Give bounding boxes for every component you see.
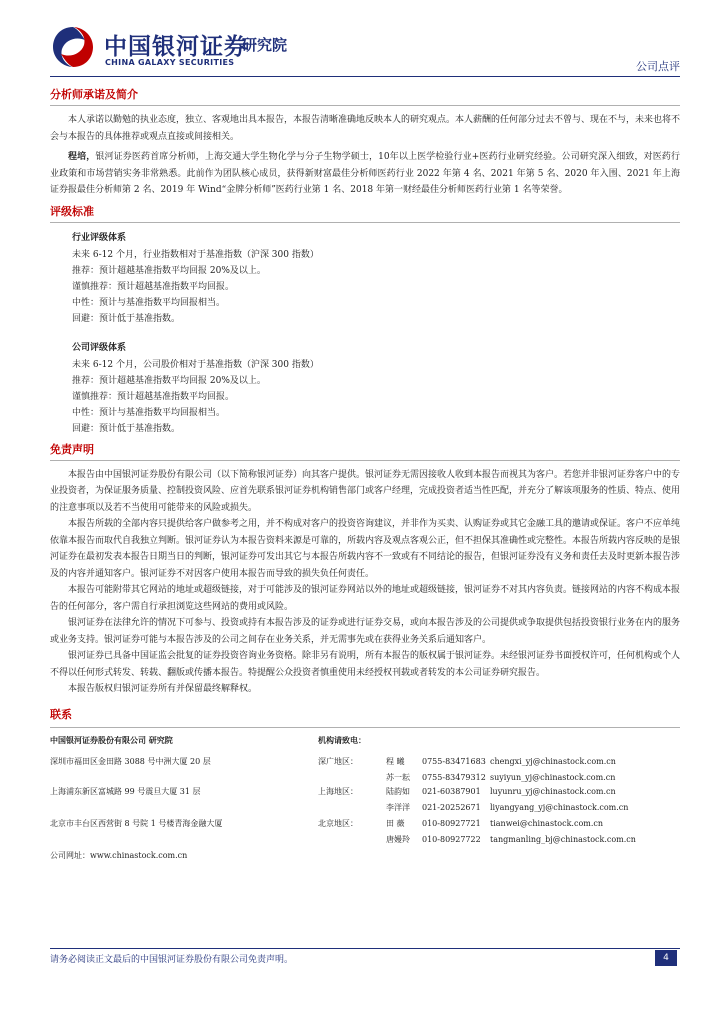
analyst-bio [50, 149, 680, 199]
contact-phone: 0755-83471683 [422, 756, 486, 766]
brand-name-cn: 中国银河证券 [104, 34, 248, 60]
rating-line: 回避：预计低于基准指数。 [72, 313, 181, 324]
contact-name: 唐嫚羚 [386, 834, 410, 844]
section-title-rating: 评级标准 [50, 203, 680, 223]
contact-email[interactable]: tianwei@chinastock.com.cn [490, 818, 604, 828]
company-website[interactable]: 公司网址：www.chinastock.com.cn [50, 850, 188, 860]
contact-name: 程 曦 [386, 756, 405, 766]
footer-divider [50, 948, 680, 949]
analyst-name: 程培， [68, 152, 96, 162]
rating-line: 推荐：预计超越基准指数平均回报 20%及以上。 [72, 265, 266, 276]
company-name: 中国银河证券股份有限公司 研究院 [50, 734, 173, 745]
page-number: 4 [655, 950, 677, 966]
contact-name: 田 薇 [386, 818, 405, 828]
contact-phone: 021-60387901 [422, 786, 481, 796]
address-shanghai: 上海浦东新区富城路 99 号震旦大厦 31 层 [50, 786, 201, 796]
contact-email[interactable]: luyunru_yj@chinastock.com.cn [490, 786, 616, 796]
contact-phone: 010-80927722 [422, 834, 481, 844]
contact-email[interactable]: liyangyang_yj@chinastock.com.cn [490, 802, 629, 812]
contact-phone: 010-80927721 [422, 818, 481, 828]
company-rating [50, 339, 680, 437]
rating-line: 未来 6-12 个月，公司股价相对于基准指数（沪深 300 指数） [72, 359, 319, 370]
rating-line: 谨慎推荐：预计超越基准指数平均回报。 [72, 391, 235, 402]
document-type: 公司点评 [636, 60, 680, 73]
address-shenzhen: 深圳市福田区金田路 3088 号中洲大厦 20 层 [50, 756, 211, 766]
rating-line: 中性：预计与基准指数平均回报相当。 [72, 407, 226, 418]
industry-rating-title: 行业评级体系 [72, 232, 127, 243]
contact-name: 陆韵如 [386, 786, 410, 796]
contact-email[interactable]: tangmanling_bj@chinastock.com.cn [490, 834, 636, 844]
contact-name: 李洋洋 [386, 802, 410, 812]
rating-line: 中性：预计与基准指数平均回报相当。 [72, 297, 226, 308]
address-beijing: 北京市丰台区西营街 8 号院 1 号楼青海金融大厦 [50, 818, 223, 828]
disclaimer-paragraph: 本报告由中国银河证券股份有限公司（以下简称银河证券）向其客户提供。银河证券无需因接收人收到本报告而视其为客户。若您并非银河证券客户中的专业投资者，为保证服务质量、控制投资风险、应首先联系银河证券机构销售部门或客户经理，完成投资者适当性匹配，并充分了解该项服务的性质、特点、使用的注意事项以及若不当使用可能带来的风险或损失。 [50, 469, 681, 513]
disclaimer-paragraph: 银河证券已具备中国证监会批复的证券投资咨询业务资格。除非另有说明，所有本报告的版权属于银河证券。未经银河证券书面授权许可，任何机构或个人不得以任何形式转发、转载、翻版或传播本报告。特提醒公众投资者慎重使用未经授权刊载或者转发的本公司证券研究报告。 [50, 651, 681, 678]
section-title-contact: 联系 [50, 707, 72, 721]
rating-line: 谨慎推荐：预计超越基准指数平均回报。 [72, 281, 235, 292]
footer-notice: 请务必阅读正文最后的中国银河证券股份有限公司免责声明。 [50, 955, 294, 965]
company-rating-title: 公司评级体系 [72, 342, 127, 353]
brand-name-en: CHINA GALAXY SECURITIES [105, 58, 235, 67]
rating-line: 推荐：预计超越基准指数平均回报 20%及以上。 [72, 375, 266, 386]
header-divider [50, 76, 680, 77]
region-label: 深广地区： [318, 756, 358, 766]
contact-phone: 0755-83479312 [422, 772, 486, 782]
contact-block [50, 727, 680, 860]
section-title-disclaimer: 免责声明 [50, 441, 680, 461]
industry-rating [50, 229, 680, 327]
galaxy-swirl-icon [50, 24, 96, 70]
analyst-bio-text: 银河证券医药首席分析师，上海交通大学生物化学与分子生物学硕士，10年以上医学检验行业+医药行业研究经验。公司研究深入细致，对医药行业政策和市场营销实务非常熟悉。此前作为团队核心成员，获得新财富最佳分析师医药行业 2022 年第 4 名、2021 年第 5 名、2020 年入围、2021 年上海证券报最佳分析师第 2 名、2019 年 Wind“金牌分析师”医药行业第 1 名、2018 年第一财经最佳分析师医药行业第 1 名等荣誉。 [50, 152, 680, 195]
page-content [50, 86, 681, 860]
institution-label: 机构请致电： [318, 734, 366, 745]
disclaimer-paragraph: 本报告可能附带其它网站的地址或超级链接，对于可能涉及的银河证券网站以外的地址或超级链接，银河证券不对其内容负责。链接网站的内容不构成本报告的任何部分，客户需自行承担浏览这些网站的费用或风险。 [50, 585, 681, 612]
contact-email[interactable]: suyiyun_yj@chinastock.com.cn [490, 772, 616, 782]
region-label: 北京地区： [318, 818, 358, 828]
region-label: 上海地区： [318, 786, 358, 796]
disclaimer-paragraph: 银河证券在法律允许的情况下可参与、投资或持有本报告涉及的证券或进行证券交易，或向本报告涉及的公司提供或争取提供包括投资银行业务在内的服务或业务支持。银河证券可能与本报告涉及的公司之间存在业务关系，并无需事先或在获得业务关系后通知客户。 [50, 618, 681, 645]
contact-name: 苏一耘 [386, 772, 410, 782]
section-title-analyst: 分析师承诺及简介 [50, 86, 680, 106]
disclaimer-paragraph: 本报告版权归银河证券所有并保留最终解释权。 [68, 684, 258, 694]
contact-phone: 021-20252671 [422, 802, 481, 812]
contact-email[interactable]: chengxi_yj@chinastock.com.cn [490, 756, 616, 766]
brand-institute: 研究院 [242, 36, 288, 54]
analyst-commitment: 本人承诺以勤勉的执业态度，独立、客观地出具本报告，本报告清晰准确地反映本人的研究观点。本人薪酬的任何部分过去不曾与、现在不与，未来也将不会与本报告的具体推荐或观点直接或间接相关。 [50, 115, 681, 142]
disclaimer-paragraph: 本报告所载的全部内容只提供给客户做参考之用，并不构成对客户的投资咨询建议，并非作为买卖、认购证券或其它金融工具的邀请或保证。客户不应单纯依靠本报告而取代自我独立判断。银河证券认为本报告资料来源是可靠的，所载内容及观点客观公正，但不担保其准确性或完整性。本报告所载内容反映的是银河证券在最初发表本报告日期当日的判断，银河证券可发出其它与本报告所载内容不一致或有不同结论的报告，但银河证券没有义务和责任去及时更新本报告涉及的内容并通知客户。银河证券不对因客户使用本报告而导致的损失负任何责任。 [50, 519, 681, 579]
rating-line: 未来 6-12 个月，行业指数相对于基准指数（沪深 300 指数） [72, 249, 319, 260]
page-header [50, 18, 680, 76]
rating-line: 回避：预计低于基准指数。 [72, 423, 181, 434]
